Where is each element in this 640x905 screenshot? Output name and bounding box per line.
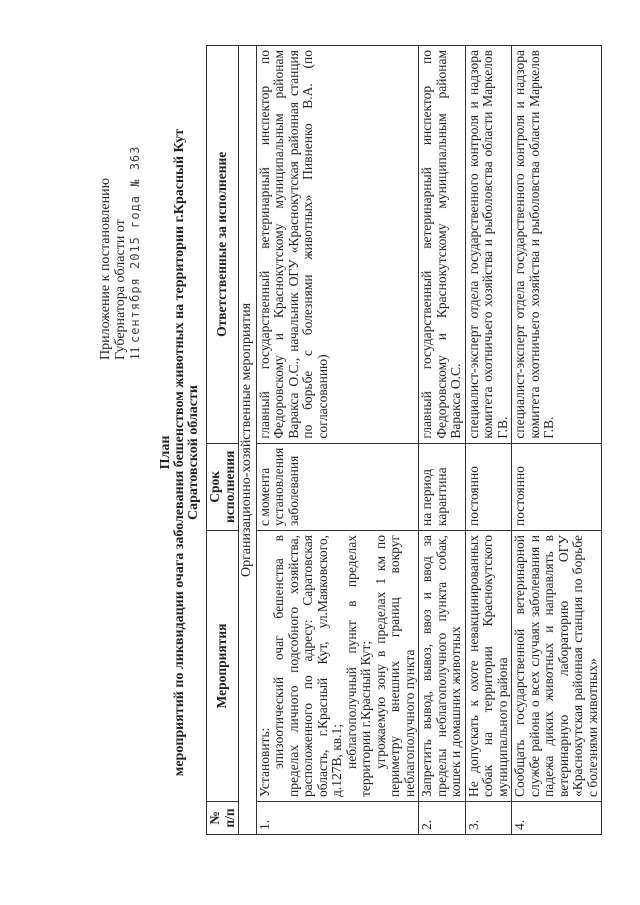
- table-row: [256, 46, 419, 835]
- row-term: постоянно: [465, 443, 512, 530]
- header-term: Срок исполнения: [207, 443, 239, 530]
- plan-title: План: [158, 435, 173, 470]
- header-measures: Мероприятия: [207, 531, 239, 802]
- row-responsible: специалист-эксперт отдела государственного контроля и надзора комитета охотничьего хозяйства и рыболовства области Маркелов Г.В.: [512, 46, 602, 444]
- appendix-line-1: Приложение к постановлению: [98, 177, 113, 360]
- header-number: № п/п: [207, 802, 239, 835]
- row-measure: Запретить вывод, вывоз, ввоз и ввод за пределы неблагополучного пункта собак, кошек и домашних животных: [419, 531, 466, 802]
- measure-paragraph: угрожаемую зону в пределах 1 км по периметру внешних границ вокруг неблагополучного пункта: [372, 535, 417, 797]
- measure-intro: Установить:: [256, 727, 272, 797]
- row-term: с момента установления заболевания: [256, 443, 419, 530]
- row-responsible: специалист-эксперт отдела государственного контроля и надзора комитета охотничьего хозяйства и рыболовства области Маркелов Г.В.: [465, 46, 512, 444]
- appendix-date-prefix: 11: [128, 346, 143, 360]
- table-header-row: [207, 46, 239, 835]
- row-responsible: главный государственный ветеринарный инспектор по Федоровскому и Краснокутскому муниципальным районам Варакса О.С.: [419, 46, 466, 444]
- appendix-date-handwritten: сентября 2015 года № 363: [128, 145, 142, 344]
- row-term: постоянно: [512, 443, 602, 530]
- row-measure: [256, 531, 419, 802]
- row-number: 4.: [512, 802, 602, 835]
- appendix-line-2: Губернатора области от: [113, 219, 128, 360]
- row-number: 1.: [256, 802, 419, 835]
- section-title: Организационно-хозяйственные мероприятия: [239, 46, 257, 835]
- row-number: 2.: [419, 802, 466, 835]
- header-responsible: Ответственные за исполнение: [207, 46, 239, 444]
- table-row: [465, 46, 512, 835]
- appendix-date: [128, 146, 143, 360]
- row-measure: Сообщать государственной ветеринарной службе района о всех случаях заболевания и падежа диких животных и направлять в ветеринарную лабораторию ОГУ «Краснокутская районная станция по борьбе с болезнями животных»: [512, 531, 602, 802]
- row-number: 3.: [465, 802, 512, 835]
- row-responsible: главный государственный ветеринарный инспектор по Федоровскому и Краснокутскому муниципальным районам Варакса О.С., начальник ОГУ «Краснокутская районная станция по борьбе с болезнями животных» Пивненко В.А. (по согласованию): [256, 46, 419, 444]
- appendix-block: [98, 146, 143, 360]
- measure-paragraph: эпизоотический очаг бешенства в пределах личного подсобного хозяйства, расположенного по адресу: Саратовская область, г.Красный Кут, ул.Маяковского, д.127В, кв.1;: [271, 535, 344, 797]
- table-row: [512, 46, 602, 835]
- row-term: на период карантина: [419, 443, 466, 530]
- plan-subtitle: мероприятий по ликвидации очага заболевания бешенством животных на территории г.Красный Кут: [172, 128, 187, 777]
- section-row: [239, 46, 257, 835]
- measure-paragraph: неблагополучный пункт в пределах территории г.Красный Кут;: [343, 535, 373, 797]
- measures-table: [206, 45, 602, 835]
- table-row: [419, 46, 466, 835]
- plan-region: Саратовской области: [186, 385, 201, 520]
- row-measure: Не допускать к охоте невакцинированных собак на территории Краснокутского муниципального района: [465, 531, 512, 802]
